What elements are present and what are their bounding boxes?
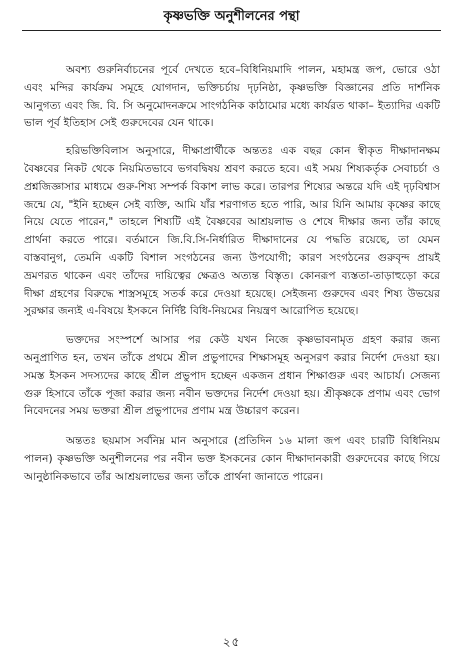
running-header-title: কৃষ্ণভক্তি অনুশীলনের পন্থা [163, 9, 300, 24]
paragraph-guru-selection: অবশ্য গুরুনির্বাচনের পূর্বে দেখতে হবে–বিধিনিয়মাদি পালন, মহামন্ত্র জপ, ভোরে ওঠা এবং মন্দির কার্যক্রম সমূহে যোগদান, ভক্তিচর্চায় দৃঢ়নিষ্ঠা, কৃষ্ণভক্তি বিজ্ঞানের প্রতি দার্শনিক আনুগত্য এবং জি. বি. সি অনুমোদনক্রমে সাংগঠনিক কাঠামোর মধ্যে কার্যরত থাকা– ইত্যাদির একটি ভাল পূর্ব ইতিহাস সেই গুরুদেবের যেন থাকে। [24, 64, 440, 130]
paragraph-prabhupada-siksha: ভক্তদের সংস্পর্শে আসার পর কেউ যখন নিজে কৃষ্ণভাবনামৃত গ্রহণ করার জন্য অনুপ্রাণিত হন, তখন তাঁকে প্রথমে শ্রীল প্রভুপাদের শিক্ষাসমূহ অনুসরণ করার নির্দেশ দেওয়া হয়। সমস্ত ইসকন সদস্যদের কাছে শ্রীল প্রভুপাদ হচ্ছেন একজন প্রধান শিক্ষাগুরু এবং আচার্য। সেজন্য গুরু হিসাবে তাঁকে পূজা করার জন্য নবীন ভক্তদের নির্দেশ দেওয়া হয়। শ্রীকৃষ্ণকে প্রণাম এবং ভোগ নিবেদনের সময় ভক্তরা শ্রীল প্রভুপাদের প্রণাম মন্ত্র উচ্চারণ করেন। [24, 334, 440, 418]
body-text [24, 62, 440, 497]
paragraph-hari-bhakti-vilasa: হরিভক্তিবিলাস অনুসারে, দীক্ষাপ্রার্থীকে অন্ততঃ এক বছর কোন স্বীকৃত দীক্ষাদানক্ষম বৈষ্ণবের নিকট থেকে নিয়মিতভাবে ভগবদ্বিষয় শ্রবণ করতে হবে। এই সময় শিষ্যকর্তৃক সেবাচর্চা ও প্রশ্নজিজ্ঞাসার মাধ্যমে গুরু-শিষ্য সম্পর্ক বিকাশ লাভ করে। তারপর শিষ্যের অন্তরে যদি এই দৃঢ়বিশ্বাস জন্মে যে, "ইনি হচ্ছেন সেই ব্যক্তি, আমি যাঁর শরণাগত হতে পারি, আর যিনি আমায় কৃষ্ণের কাছে নিয়ে যেতে পারেন," তাহলে শিষ্যটি এই বৈষ্ণবের আশ্রয়লাভ ও শেষে দীক্ষার জন্য তাঁর কাছে প্রার্থনা করতে পারে। বর্তমানে জি.বি.সি-নির্ধারিত দীক্ষাদানের যে পদ্ধতি রয়েছে, তা যেমন বাস্তবানুগ, তেমনি একটি বিশাল সংগঠনের জন্য উপযোগী; কারণ সংগঠনের গুরুবৃন্দ প্রায়ই ভ্রমণরত থাকেন এবং তাঁদের দায়িত্বের ক্ষেত্রও অত্যন্ত বিস্তৃত। কোনরূপ ব্যস্ততা-তাড়াহুড়ো করে দীক্ষা গ্রহণের বিরুদ্ধে শাস্ত্রসমূহে সতর্ক করে দেওয়া হয়েছে। সেইজন্য গুরুদেব এবং শিষ্য উভয়ের সুরক্ষার জন্যই এ-বিষয়ে ইসকনে নির্দিষ্ট বিধি-নিয়মের নিয়ন্ত্রণ আরোপিত হয়েছে। [24, 145, 440, 318]
paragraph-six-months: অন্ততঃ ছয়মাস সর্বনিম্ন মান অনুসারে (প্রতিদিন ১৬ মালা জপ এবং চারটি বিধিনিয়ম পালন) কৃষ্ণভক্তি অনুশীলনের পর নবীন ভক্ত ইসকনের কোন দীক্ষাদানকারী গুরুদেবের কাছে গিয়ে আনুষ্ঠানিকভাবে তাঁর আশ্রয়লাভের জন্য তাঁকে প্রার্থনা জানাতে পারেন। [24, 435, 440, 483]
page-number: ২৫ [222, 635, 241, 649]
header-divider [22, 30, 441, 31]
